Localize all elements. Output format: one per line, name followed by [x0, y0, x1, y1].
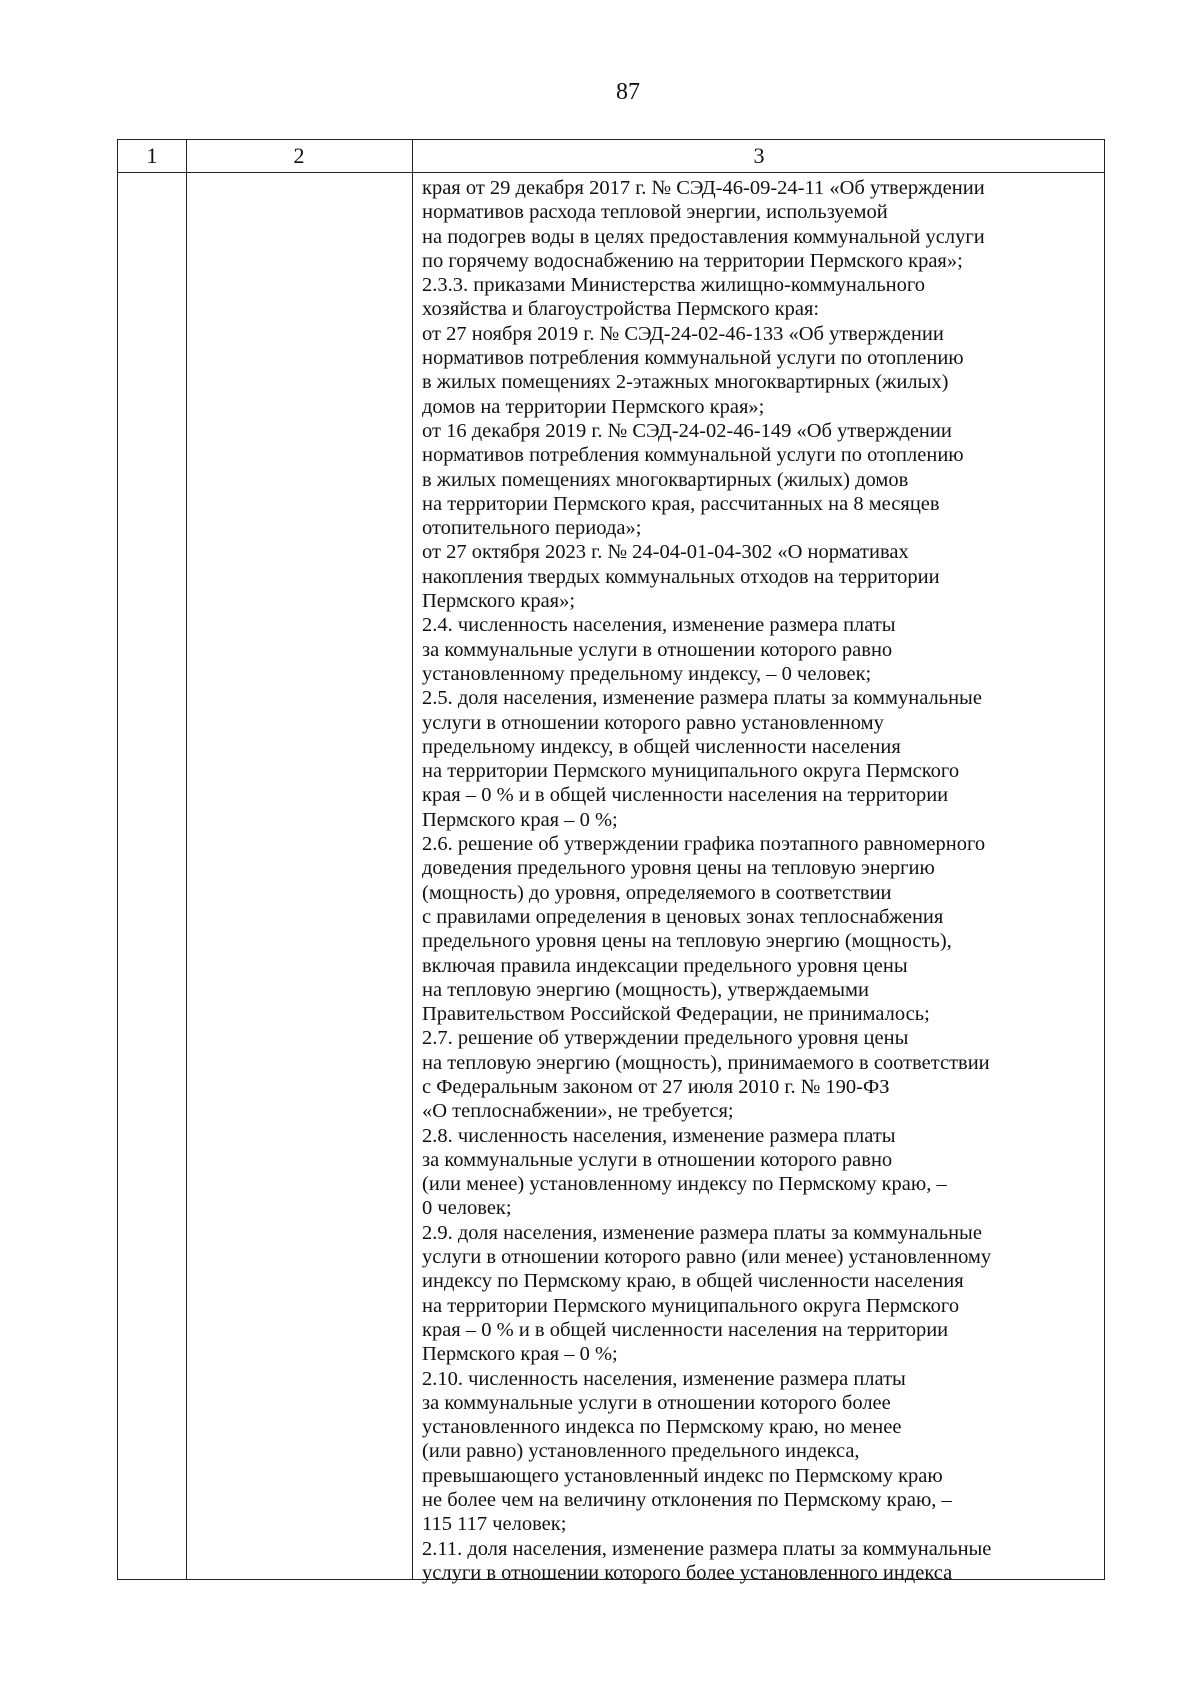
- text-line: на территории Пермского муниципального округа Пермского: [422, 760, 960, 783]
- text-line: края – 0 % и в общей численности населения на территории: [422, 784, 949, 807]
- text-line: в жилых помещениях многоквартирных (жилых) домов: [422, 468, 909, 491]
- text-line: 2.9. доля населения, изменение размера платы за коммунальные: [422, 1221, 982, 1244]
- column-header-1: 1: [146, 143, 158, 168]
- text-line: в жилых помещениях 2-этажных многоквартирных (жилых): [422, 371, 949, 394]
- text-line: Пермского края – 0 %;: [422, 808, 618, 831]
- text-line: по горячему водоснабжению на территории Пермского края»;: [422, 249, 963, 272]
- text-line: нормативов потребления коммунальной услуги по отоплению: [422, 444, 964, 467]
- text-line: услуги в отношении которого равно установленному: [422, 711, 884, 734]
- column-divider-1: [186, 140, 187, 1579]
- text-line: 2.6. решение об утверждении графика поэтапного равномерного: [422, 833, 986, 856]
- text-line: за коммунальные услуги в отношении которого равно: [422, 1148, 893, 1171]
- text-line: отопительного периода»;: [422, 517, 642, 540]
- text-line: (мощность) до уровня, определяемого в соответствии: [422, 881, 892, 904]
- text-line: (или менее) установленному индексу по Пермскому краю, –: [422, 1173, 947, 1196]
- text-line: накопления твердых коммунальных отходов на территории: [422, 565, 940, 588]
- text-line: 2.5. доля населения, изменение размера платы за коммунальные: [422, 687, 982, 710]
- text-line: хозяйства и благоустройства Пермского края:: [422, 298, 820, 321]
- page-number: 87: [616, 79, 640, 105]
- text-line: Пермского края – 0 %;: [422, 1343, 618, 1366]
- text-line: нормативов потребления коммунальной услуги по отоплению: [422, 347, 964, 370]
- text-line: 2.11. доля населения, изменение размера платы за коммунальные: [422, 1537, 992, 1560]
- text-line: услуги в отношении которого равно (или менее) установленному: [422, 1246, 992, 1269]
- text-line: включая правила индексации предельного уровня цены: [422, 954, 908, 977]
- text-line: края от 29 декабря 2017 г. № СЭД-46-09-24-11 «Об утверждении: [422, 177, 985, 199]
- text-line: установленного индекса по Пермскому краю, но менее: [422, 1416, 902, 1439]
- column-3-text: [422, 176, 1104, 1585]
- column-divider-2: [412, 140, 413, 1579]
- text-line: доведения предельного уровня цены на тепловую энергию: [422, 857, 935, 880]
- text-line: на подогрев воды в целях предоставления коммунальной услуги: [422, 225, 985, 248]
- text-line: на тепловую энергию (мощность), утверждаемыми: [422, 978, 869, 1001]
- text-line: предельному индексу, в общей численности населения: [422, 735, 901, 758]
- text-line: Правительством Российской Федерации, не принималось;: [422, 1003, 930, 1026]
- text-line: услуги в отношении которого более установленного индекса: [422, 1561, 953, 1584]
- text-line: домов на территории Пермского края»;: [422, 395, 765, 418]
- column-header-2: 2: [293, 143, 305, 168]
- text-line: (или равно) установленного предельного индекса,: [422, 1440, 860, 1463]
- text-line: 2.10. численность населения, изменение размера платы: [422, 1367, 906, 1390]
- text-line: с правилами определения в ценовых зонах теплоснабжения: [422, 905, 944, 928]
- text-line: на тепловую энергию (мощность), принимаемого в соответствии: [422, 1051, 990, 1074]
- text-line: 2.8. численность населения, изменение размера платы: [422, 1124, 896, 1147]
- text-line: установленному предельному индексу, – 0 человек;: [422, 662, 872, 685]
- text-line: «О теплоснабжении», не требуется;: [422, 1100, 734, 1123]
- text-line: Пермского края»;: [422, 590, 576, 613]
- text-line: предельного уровня цены на тепловую энергию (мощность),: [422, 930, 952, 953]
- header-divider: [118, 172, 1104, 173]
- text-line: индексу по Пермскому краю, в общей численности населения: [422, 1270, 964, 1293]
- text-line: от 16 декабря 2019 г. № СЭД-24-02-46-149 «Об утверждении: [422, 419, 952, 442]
- text-line: превышающего установленный индекс по Пермскому краю: [422, 1464, 943, 1487]
- text-line: не более чем на величину отклонения по Пермскому краю, –: [422, 1489, 952, 1512]
- text-line: края – 0 % и в общей численности населения на территории: [422, 1318, 949, 1341]
- column-header-3: 3: [753, 143, 765, 168]
- text-line: от 27 октября 2023 г. № 24-04-01-04-302 «О нормативах: [422, 541, 909, 564]
- text-line: 2.4. численность населения, изменение размера платы: [422, 614, 896, 637]
- text-line: за коммунальные услуги в отношении которого равно: [422, 638, 893, 661]
- text-line: 2.3.3. приказами Министерства жилищно-коммунального: [422, 274, 926, 297]
- text-line: нормативов расхода тепловой энергии, используемой: [422, 201, 888, 224]
- text-line: на территории Пермского края, рассчитанных на 8 месяцев: [422, 492, 940, 515]
- document-table: [117, 139, 1105, 1584]
- text-line: от 27 ноября 2019 г. № СЭД-24-02-46-133 «Об утверждении: [422, 322, 944, 345]
- text-line: за коммунальные услуги в отношении которого более: [422, 1391, 891, 1414]
- text-line: 115 117 человек;: [422, 1513, 567, 1536]
- text-line: с Федеральным законом от 27 июля 2010 г. № 190-ФЗ: [422, 1075, 890, 1098]
- text-line: 2.7. решение об утверждении предельного уровня цены: [422, 1027, 909, 1050]
- text-line: на территории Пермского муниципального округа Пермского: [422, 1294, 960, 1317]
- text-line: 0 человек;: [422, 1197, 512, 1220]
